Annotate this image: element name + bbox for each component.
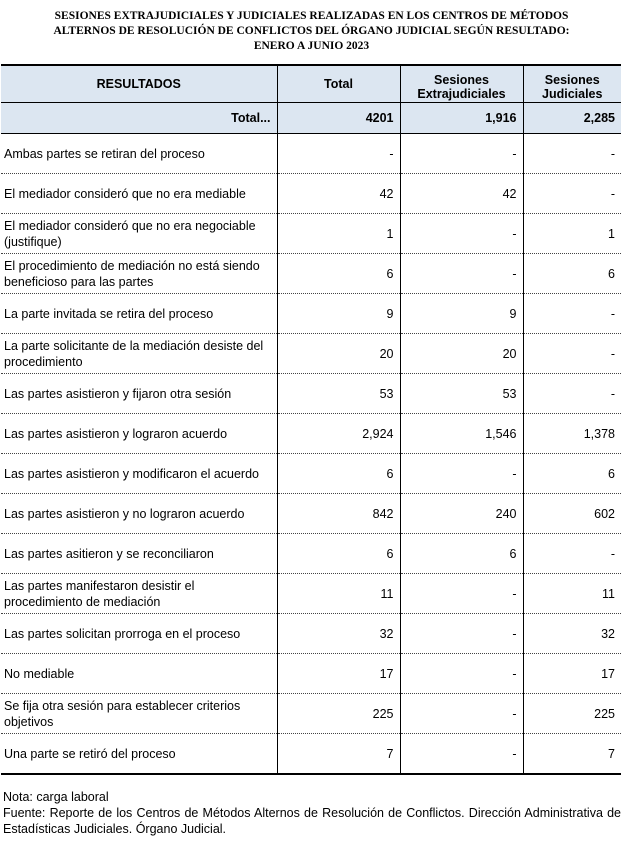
row-total: 2,924: [277, 414, 400, 454]
row-extrajudiciales: -: [400, 694, 523, 734]
row-extrajudiciales: 53: [400, 374, 523, 414]
row-judiciales: 7: [523, 734, 621, 775]
header-total: Total: [277, 65, 400, 103]
row-extrajudiciales: -: [400, 654, 523, 694]
row-total: 6: [277, 534, 400, 574]
row-extrajudiciales: 1,546: [400, 414, 523, 454]
row-extrajudiciales: -: [400, 134, 523, 174]
row-judiciales: 1,378: [523, 414, 621, 454]
table-row: [1, 614, 621, 654]
row-extrajudiciales: -: [400, 214, 523, 254]
table-row: [1, 694, 621, 734]
total-extrajudiciales: 1,916: [400, 103, 523, 134]
row-label: Las partes solicitan prorroga en el proceso: [1, 614, 277, 654]
row-judiciales: 32: [523, 614, 621, 654]
report-title: [0, 9, 623, 54]
row-total: 9: [277, 294, 400, 334]
row-label: La parte invitada se retira del proceso: [1, 294, 277, 334]
title-line-2: ALTERNOS DE RESOLUCIÓN DE CONFLICTOS DEL ÓRGANO JUDICIAL SEGÚN RESULTADO:: [53, 25, 570, 37]
row-judiciales: 17: [523, 654, 621, 694]
table-row: [1, 414, 621, 454]
header-sesiones-extrajudiciales: Sesiones Extrajudiciales: [400, 65, 523, 103]
row-total: 6: [277, 454, 400, 494]
row-extrajudiciales: -: [400, 734, 523, 775]
row-judiciales: 225: [523, 694, 621, 734]
row-judiciales: 602: [523, 494, 621, 534]
row-total: 42: [277, 174, 400, 214]
title-line-1: SESIONES EXTRAJUDICIALES Y JUDICIALES REALIZADAS EN LOS CENTROS DE MÉTODOS: [54, 10, 569, 22]
row-extrajudiciales: 20: [400, 334, 523, 374]
row-label: Las partes asistieron y modificaron el acuerdo: [1, 454, 277, 494]
row-extrajudiciales: -: [400, 614, 523, 654]
total-label: Total...: [1, 103, 277, 134]
row-total: 20: [277, 334, 400, 374]
table-row: [1, 374, 621, 414]
row-extrajudiciales: 9: [400, 294, 523, 334]
row-judiciales: 1: [523, 214, 621, 254]
row-judiciales: 6: [523, 454, 621, 494]
row-judiciales: -: [523, 534, 621, 574]
row-judiciales: -: [523, 334, 621, 374]
row-label: Las partes manifestaron desistir el procedimiento de mediación: [1, 574, 277, 614]
total-total: 4201: [277, 103, 400, 134]
table-row: [1, 654, 621, 694]
row-extrajudiciales: 6: [400, 534, 523, 574]
row-label: Una parte se retiró del proceso: [1, 734, 277, 775]
row-judiciales: -: [523, 134, 621, 174]
table-row: [1, 734, 621, 775]
row-label: Las partes asistieron y fijaron otra sesión: [1, 374, 277, 414]
row-extrajudiciales: -: [400, 574, 523, 614]
row-judiciales: -: [523, 174, 621, 214]
table-row: [1, 294, 621, 334]
note-text: Nota: carga laboral: [3, 790, 109, 804]
table-row: [1, 454, 621, 494]
row-label: No mediable: [1, 654, 277, 694]
row-label: Las partes asitieron y se reconciliaron: [1, 534, 277, 574]
row-total: 7: [277, 734, 400, 775]
row-extrajudiciales: 240: [400, 494, 523, 534]
table-row: [1, 254, 621, 294]
row-total: 32: [277, 614, 400, 654]
header-row: [1, 65, 621, 103]
row-total: 11: [277, 574, 400, 614]
row-total: 53: [277, 374, 400, 414]
row-extrajudiciales: 42: [400, 174, 523, 214]
source-text: Fuente: Reporte de los Centros de Métodos Alternos de Resolución de Conflictos. Dirección Administrativa de Estadísticas Judiciales. Órgano Judicial.: [3, 806, 621, 836]
results-table: [1, 64, 621, 775]
header-resultados: RESULTADOS: [1, 65, 277, 103]
total-row: [1, 103, 621, 134]
row-judiciales: 6: [523, 254, 621, 294]
row-total: 6: [277, 254, 400, 294]
row-label: El mediador consideró que no era negociable (justifique): [1, 214, 277, 254]
table-row: [1, 494, 621, 534]
row-label: Se fija otra sesión para establecer criterios objetivos: [1, 694, 277, 734]
row-label: El mediador consideró que no era mediable: [1, 174, 277, 214]
row-total: 17: [277, 654, 400, 694]
table-row: [1, 334, 621, 374]
table-row: [1, 214, 621, 254]
row-label: La parte solicitante de la mediación desiste del procedimiento: [1, 334, 277, 374]
row-label: Las partes asistieron y no lograron acuerdo: [1, 494, 277, 534]
row-total: 1: [277, 214, 400, 254]
row-total: -: [277, 134, 400, 174]
table-row: [1, 134, 621, 174]
table-row: [1, 574, 621, 614]
row-total: 842: [277, 494, 400, 534]
notes-section: [3, 789, 621, 837]
row-extrajudiciales: -: [400, 254, 523, 294]
row-label: Ambas partes se retiran del proceso: [1, 134, 277, 174]
row-label: El procedimiento de mediación no está siendo beneficioso para las partes: [1, 254, 277, 294]
title-line-3: ENERO A JUNIO 2023: [253, 40, 370, 52]
row-total: 225: [277, 694, 400, 734]
row-extrajudiciales: -: [400, 454, 523, 494]
header-sesiones-judiciales: Sesiones Judiciales: [523, 65, 621, 103]
row-judiciales: 11: [523, 574, 621, 614]
table-row: [1, 174, 621, 214]
total-judiciales: 2,285: [523, 103, 621, 134]
row-judiciales: -: [523, 294, 621, 334]
table-row: [1, 534, 621, 574]
row-judiciales: -: [523, 374, 621, 414]
row-label: Las partes asistieron y lograron acuerdo: [1, 414, 277, 454]
